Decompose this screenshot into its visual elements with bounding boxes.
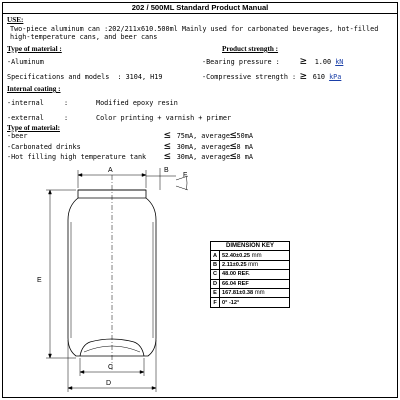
- material2-heading: Type of material:: [7, 124, 60, 132]
- material-value: Aluminum: [11, 58, 44, 66]
- dim-label-c: C: [108, 364, 114, 371]
- dim-label-a: A: [108, 167, 113, 174]
- coating-internal-colon: :: [64, 99, 69, 107]
- coating-external-value: Color printing + varnish + primer: [96, 114, 232, 122]
- compressive-label: Compressive strength :: [206, 73, 297, 81]
- leak-row-values: ≤ 30mA, average≤8 mA: [164, 149, 253, 162]
- table-row: C 48.00 REF.: [211, 270, 290, 279]
- coating-internal-value: Modified epoxy resin: [96, 99, 178, 107]
- dim-label-b: B: [164, 167, 169, 174]
- coating-heading: Internal coating :: [7, 85, 61, 93]
- bearing-label: Bearing pressure :: [206, 58, 280, 66]
- bearing-row: -Bearing pressure :: [202, 58, 280, 66]
- dimension-key-table: [210, 241, 290, 308]
- dim-label-f: F: [183, 172, 188, 179]
- table-row: E 167.81±0.38 mm: [211, 288, 290, 297]
- material-heading: Type of material :: [7, 45, 62, 53]
- list-dash: -: [7, 58, 12, 66]
- coating-internal-row: -internal: [7, 99, 44, 107]
- bearing-value: 1.00: [314, 58, 332, 66]
- lte-icon: ≤: [164, 128, 171, 141]
- dim-label-e: E: [37, 277, 42, 284]
- dimension-key-title: DIMENSION KEY: [211, 242, 290, 251]
- coating-external-label: external: [11, 114, 44, 122]
- table-row: D 66.04 REF: [211, 279, 290, 288]
- lte-icon: ≤: [229, 149, 237, 162]
- compressive-row: -Compressive strength :: [202, 73, 297, 81]
- gte-icon: ≥: [300, 69, 307, 82]
- table-row: F 0° -12°: [211, 298, 290, 307]
- compressive-unit: kPa: [329, 73, 342, 81]
- leak-row-values: ≤ 75mA, average≤50mA: [164, 128, 253, 141]
- bearing-unit: kN: [335, 58, 344, 66]
- leak-row-values: ≤ 30mA, average≤8 mA: [164, 139, 253, 152]
- coating-internal-label: internal: [11, 99, 44, 107]
- compressive-value: 610: [312, 73, 325, 81]
- leak-row-label: -Hot filling high temperature tank: [7, 153, 147, 161]
- dim-label-d: D: [106, 380, 112, 387]
- use-description: Two-piece aluminum can :202/211x610.500ml Mainly used for carbonated beverages, hot-filled high-temperature cans, and beer cans: [10, 25, 379, 41]
- coating-external-colon: :: [64, 114, 69, 122]
- lte-icon: ≤: [164, 149, 171, 162]
- table-row: A 52.40±0.25 mm: [211, 251, 290, 260]
- strength-heading: Product strength :: [222, 45, 279, 53]
- page-title: 202 / 500ML Standard Product Manual: [2, 2, 398, 14]
- table-row: B 2.11±0.25 mm: [211, 260, 290, 269]
- lte-icon: ≤: [164, 139, 171, 152]
- lte-icon: ≤: [229, 139, 237, 152]
- coating-external-row: -external: [7, 114, 44, 122]
- spec-label: Specifications and models: [7, 73, 110, 81]
- spec-value: : 3104, H19: [117, 73, 163, 81]
- lte-icon: ≤: [229, 128, 237, 141]
- leak-row-label: -Carbonated drinks: [7, 143, 81, 151]
- gte-icon: ≥: [300, 54, 307, 67]
- use-heading: USE:: [7, 16, 24, 24]
- leak-row-label: -beer: [7, 132, 28, 140]
